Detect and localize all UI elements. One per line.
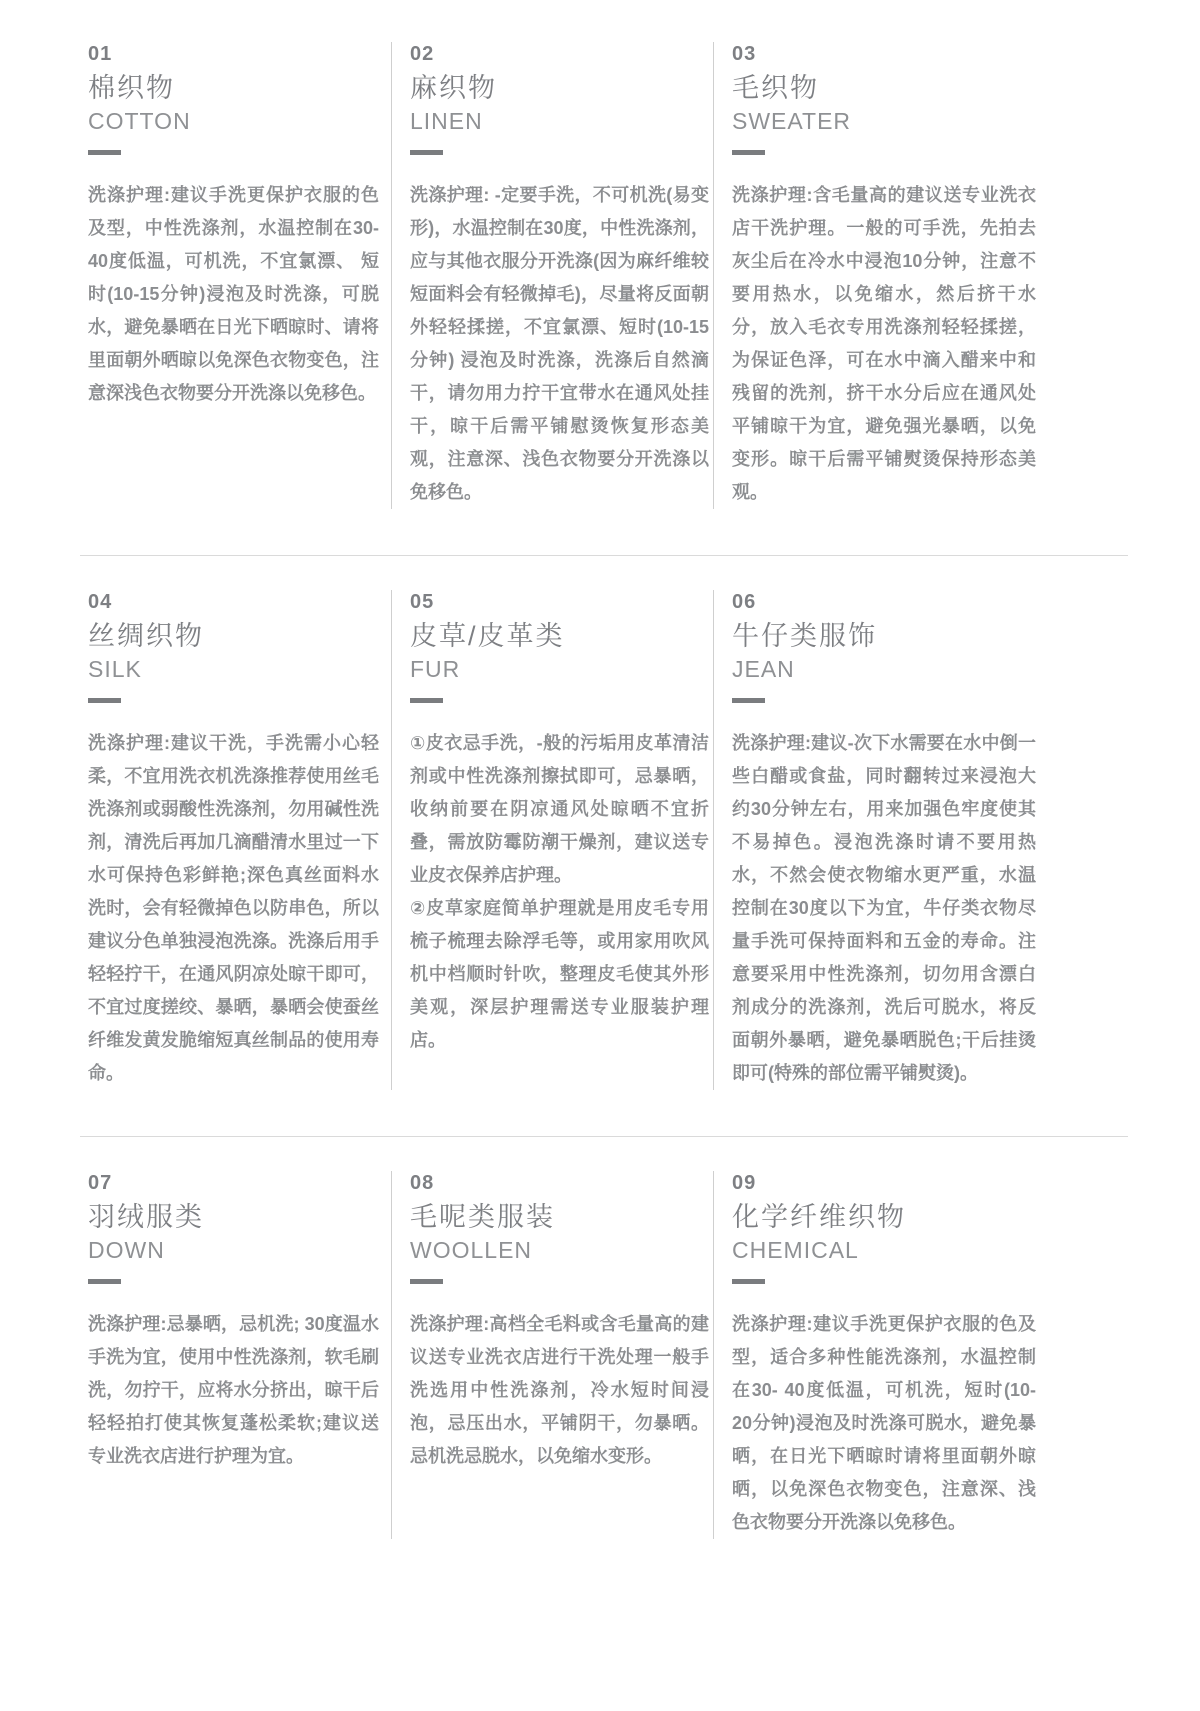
card-jean [714, 590, 1128, 1090]
card-number: 06 [732, 591, 757, 613]
title-underline [410, 1279, 443, 1284]
card-title-en: SWEATER [732, 108, 852, 134]
card-number: 07 [88, 1172, 113, 1194]
card-number: 08 [410, 1172, 435, 1194]
card-body: 洗涤护理:忌暴晒，忌机洗; 30度温水手洗为宜，使用中性洗涤剂，软毛刷洗，勿拧干，应将水分挤出，晾干后轻轻拍打使其恢复蓬松柔软;建议送专业洗衣店进行护理为宜。 [88, 1314, 379, 1466]
card-body: 洗涤护理:高档全毛料或含毛量高的建议送专业洗衣店进行干洗处理一般手洗选用中性洗涤剂，冷水短时间浸泡，忌压出水，平铺阴干，勿暴晒。忌机洗忌脱水，以免缩水变形。 [410, 1314, 709, 1466]
card-title-zh: 皮草/皮革类 [410, 621, 565, 651]
card-title-en: SILK [88, 656, 142, 682]
title-underline [410, 698, 443, 703]
card-title-en: JEAN [732, 656, 795, 682]
card-number: 02 [410, 43, 435, 65]
card-body: 洗涤护理:建议手洗更保护衣服的色及型，适合多种性能洗涤剂，水温控制在30- 40度低温，可机洗，短时(10- 20分钟)浸泡及时洗涤可脱水，避免暴晒，在日光下晒晾时请将里面朝外晾晒，以免深色衣物变色，注意深、浅色衣物要分开洗涤以免移色。 [732, 1314, 1036, 1532]
card-body: 洗涤护理:建议手洗更保护衣服的色及型，中性洗涤剂，水温控制在30- 40度低温，可机洗，不宜氯漂、 短时(10-15分钟)浸泡及时洗涤，可脱水，避免暴晒在日光下晒晾时、请将里面朝外晒晾以免深色衣物变色，注意深浅色衣物要分开洗涤以免移色。 [88, 185, 379, 403]
title-underline [732, 150, 765, 155]
card-number: 05 [410, 591, 435, 613]
card-title-zh: 麻织物 [410, 73, 497, 103]
card-title-en: LINEN [410, 108, 483, 134]
title-underline [88, 1279, 121, 1284]
card-body-part-1: ①皮衣忌手洗，-般的污垢用皮革清洁剂或中性洗涤剂擦拭即可，忌暴晒，收纳前要在阴凉通风处晾晒不宜折叠，需放防霉防潮干燥剂，建议送专业皮衣保养店护理。 [410, 733, 709, 885]
card-fur [392, 590, 714, 1090]
title-underline [732, 698, 765, 703]
title-underline [88, 698, 121, 703]
card-title-en: FUR [410, 656, 461, 682]
title-underline [732, 1279, 765, 1284]
care-row-3 [80, 1136, 1128, 1585]
card-title-en: COTTON [88, 108, 191, 134]
card-title-zh: 棉织物 [88, 73, 175, 103]
card-linen [392, 42, 714, 509]
card-cotton [80, 42, 392, 509]
card-number: 03 [732, 43, 757, 65]
card-body: 洗涤护理: -定要手洗，不可机洗(易变形)，水温控制在30度，中性洗涤剂，应与其他衣服分开洗涤(因为麻纤维较短面料会有轻微掉毛)，尽量将反面朝外轻轻揉搓，不宜氯漂、短时(10-15分钟) 浸泡及时洗涤，洗涤后自然滴干，请勿用力拧干宜带水在通风处挂干，晾干后需平铺慰烫恢复形态美观，注意深、浅色衣物要分开洗涤以免移色。 [410, 185, 709, 502]
card-title-zh: 化学纤维织物 [732, 1202, 906, 1232]
card-woollen [392, 1171, 714, 1539]
card-title-zh: 牛仔类服饰 [732, 621, 877, 651]
card-number: 04 [88, 591, 113, 613]
card-number: 01 [88, 43, 113, 65]
card-title-zh: 羽绒服类 [88, 1202, 204, 1232]
card-body: 洗涤护理:含毛量高的建议送专业洗衣店干洗护理。一般的可手洗，先拍去灰尘后在冷水中浸泡10分钟，注意不要用热水，以免缩水，然后挤干水分，放入毛衣专用洗涤剂轻轻揉搓，为保证色泽，可在水中滴入醋来中和残留的洗剂，挤干水分后应在通风处平铺晾干为宜，避免强光暴晒，以免变形。晾干后需平铺熨烫保持形态美观。 [732, 185, 1036, 502]
card-chemical [714, 1171, 1128, 1539]
card-number: 09 [732, 1172, 757, 1194]
card-body: 洗涤护理:建议干洗，手洗需小心轻柔，不宜用洗衣机洗涤推荐使用丝毛洗涤剂或弱酸性洗涤剂，勿用碱性洗剂，清洗后再加几滴醋清水里过一下水可保持色彩鲜艳;深色真丝面料水洗时，会有轻微掉色以防串色，所以建议分色单独浸泡洗涤。洗涤后用手轻轻拧干，在通风阴凉处晾干即可，不宜过度搓绞、暴晒，暴晒会使蚕丝纤维发黄发脆缩短真丝制品的使用寿命。 [88, 733, 379, 1083]
care-row-2 [80, 555, 1128, 1136]
card-title-en: DOWN [88, 1237, 165, 1263]
card-title-en: CHEMICAL [732, 1237, 859, 1263]
card-body-part-2: ②皮草家庭简单护理就是用皮毛专用梳子梳理去除浮毛等，或用家用吹风机中档顺时针吹，整理皮毛使其外形美观，深层护理需送专业服装护理店。 [410, 898, 709, 1050]
card-title-zh: 毛呢类服装 [410, 1202, 555, 1232]
card-title-zh: 丝绸织物 [88, 621, 204, 651]
card-title-en: WOOLLEN [410, 1237, 533, 1263]
care-row-1 [80, 42, 1128, 555]
card-silk [80, 590, 392, 1090]
title-underline [88, 150, 121, 155]
card-body: 洗涤护理:建议-次下水需要在水中倒一些白醋或食盐，同时翻转过来浸泡大约30分钟左右，用来加强色牢度使其不易掉色。浸泡洗涤时请不要用热水，不然会使衣物缩水更严重，水温控制在30度以下为宜，牛仔类衣物尽量手洗可保持面料和五金的寿命。注意要采用中性洗涤剂，切勿用含漂白剂成分的洗涤剂，洗后可脱水，将反面朝外暴晒，避免暴晒脱色;干后挂烫即可(特殊的部位需平铺熨烫)。 [732, 733, 1036, 1083]
card-sweater [714, 42, 1128, 509]
title-underline [410, 150, 443, 155]
card-down [80, 1171, 392, 1539]
card-title-zh: 毛织物 [732, 73, 819, 103]
